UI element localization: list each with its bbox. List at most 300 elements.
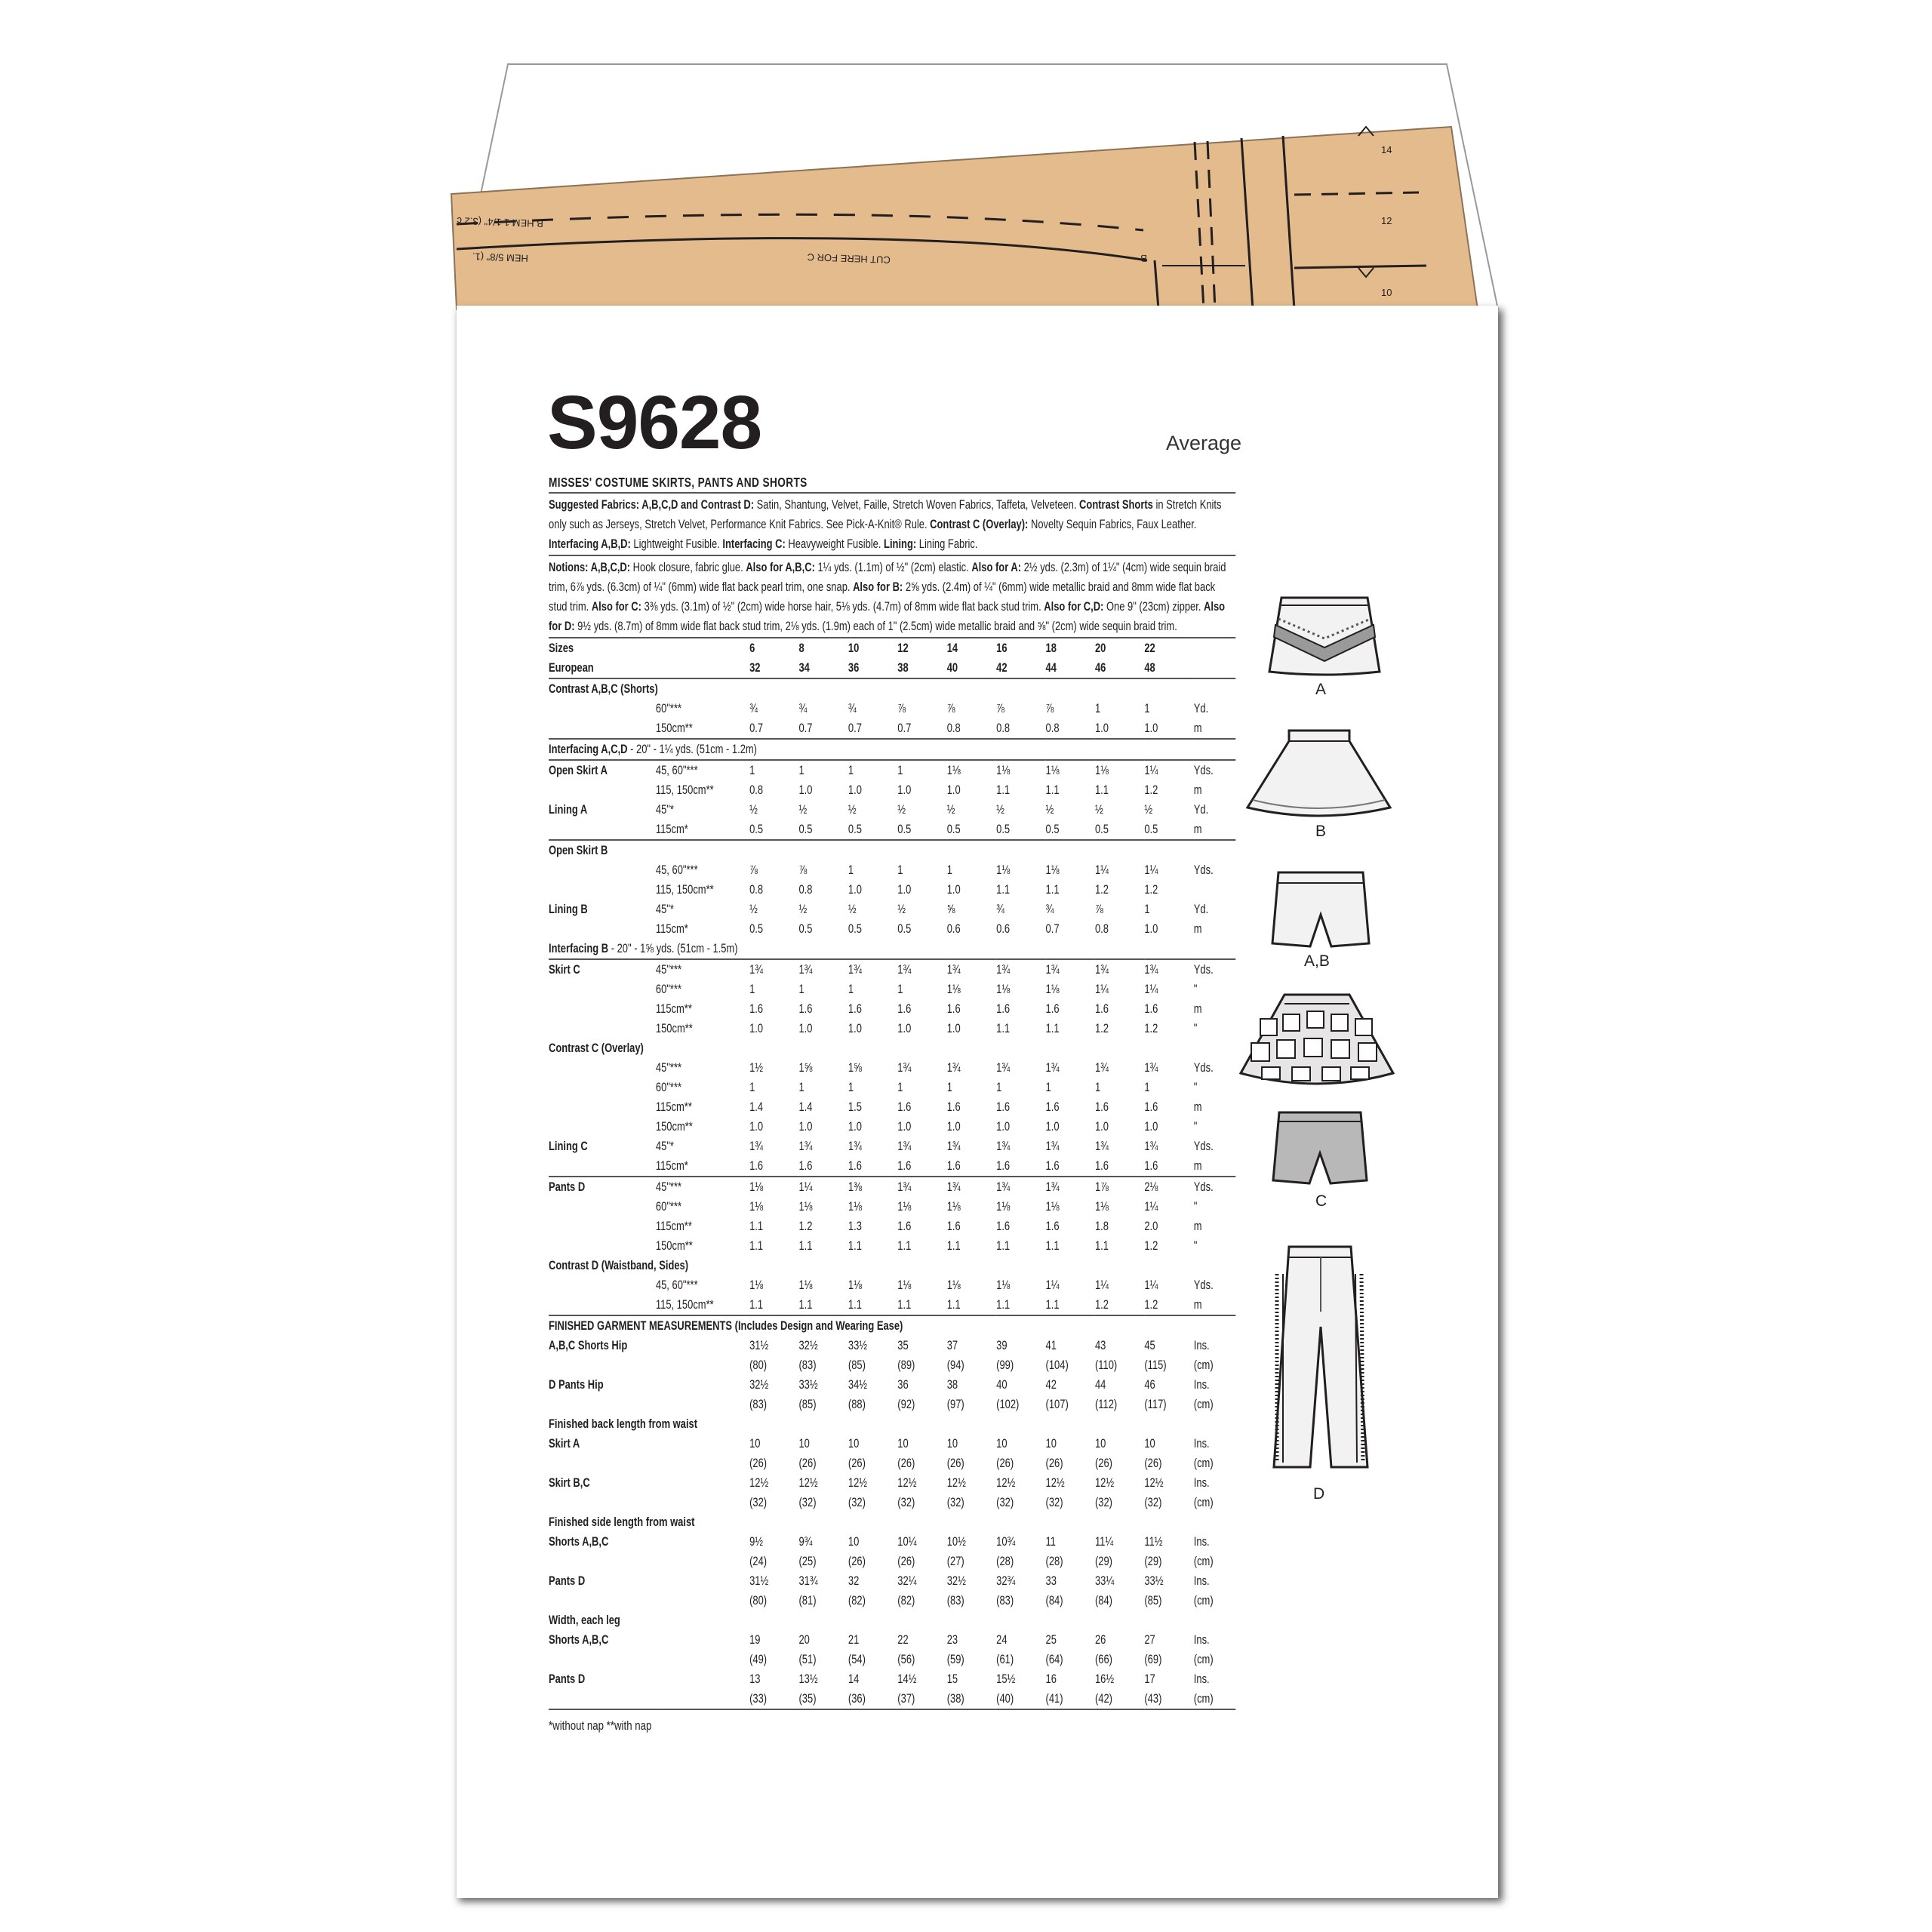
row-label: Lining A [549, 802, 588, 817]
size-value: 1.0 [749, 1119, 764, 1134]
size-value: (32) [1045, 1495, 1063, 1509]
size-value: 0.5 [1095, 820, 1144, 840]
size-value: 33½ [1144, 1574, 1164, 1588]
fabrics-label: Suggested Fabrics: A,B,C,D and Contrast D: [549, 497, 755, 512]
size-value: ½ [798, 802, 808, 817]
section-label: Contrast D (Waistband, Sides) [549, 1258, 689, 1272]
size-value: (25) [798, 1554, 817, 1568]
size-value: 1 [996, 1080, 1002, 1094]
size-value: 1.6 [1144, 1001, 1158, 1016]
size-value: 1.0 [848, 1119, 862, 1134]
size-value: ⅞ [996, 701, 1004, 715]
unit: (cm) [1193, 1554, 1214, 1568]
unit: " [1193, 1238, 1198, 1253]
yardage-row [549, 1156, 1235, 1177]
size-value: 1⅛ [749, 1278, 764, 1292]
yardage-row [549, 1434, 1235, 1454]
size-value: 14 [848, 1672, 860, 1686]
size-value: 1 [798, 1080, 804, 1094]
unit: m [1193, 1219, 1202, 1233]
size-value: 42 [996, 658, 1045, 678]
yardage-table [549, 638, 1235, 1710]
size-value: 10¾ [996, 1534, 1016, 1549]
size-value: 1.6 [1094, 1001, 1109, 1016]
size-value: (26) [897, 1554, 915, 1568]
fabric-width: 115, 150cm** [656, 1295, 749, 1315]
size-value: 1¾ [798, 1139, 813, 1153]
row-label [549, 1058, 656, 1078]
size-value: 1.6 [996, 1001, 1011, 1016]
size-value: ¾ [749, 701, 758, 715]
row-label [549, 1078, 656, 1097]
size-value: (37) [897, 1689, 946, 1709]
size-value: 0.8 [996, 718, 1045, 739]
fabric-width [656, 1395, 749, 1414]
fabric-width: 45"* [655, 802, 674, 817]
size-value: 1⅛ [996, 1199, 1011, 1214]
size-value: (26) [848, 1456, 866, 1470]
unit: (cm) [1193, 1495, 1214, 1509]
size-value: 1.1 [1045, 1238, 1060, 1253]
size-value: 1¾ [946, 962, 961, 977]
size-value: 22 [897, 1632, 909, 1647]
fabric-width [656, 1689, 749, 1709]
size-value: 1¾ [798, 962, 813, 977]
fabric-width: 150cm** [656, 718, 749, 739]
fabric-width: 60"*** [655, 1080, 682, 1094]
fabric-width: 150cm** [655, 1021, 693, 1035]
size-value: (117) [1144, 1397, 1167, 1411]
size-value: 1¼ [1144, 1199, 1158, 1214]
size-value: 1.1 [897, 1295, 946, 1315]
fabric-width: 60"*** [655, 1199, 682, 1214]
size-value: 1⅛ [1045, 763, 1060, 777]
notions-label-5: Also for C: [591, 599, 641, 614]
row-label [549, 1217, 656, 1236]
unit: Yds. [1193, 863, 1214, 877]
unit: " [1193, 982, 1198, 996]
fabric-width: 60"*** [655, 982, 682, 996]
size-value: (38) [947, 1689, 996, 1709]
size-value: (59) [946, 1652, 964, 1666]
size-value: 1.6 [946, 1100, 961, 1114]
size-value: ⅞ [897, 701, 906, 715]
size-value: 10 [897, 1436, 909, 1451]
size-value: 45 [1144, 1338, 1155, 1352]
size-value: (29) [1144, 1554, 1162, 1568]
size-value: 1.0 [1045, 1119, 1060, 1134]
unit: m [1194, 718, 1235, 739]
size-value: 1.1 [1046, 1295, 1095, 1315]
size-value: (83) [996, 1593, 1014, 1607]
size-value: 1¾ [749, 962, 764, 977]
size-value: 1.2 [1144, 1021, 1158, 1035]
row-label [549, 1019, 656, 1038]
size-value: 9½ [749, 1534, 764, 1549]
section-header [549, 939, 1235, 959]
size-value: 1¾ [996, 1060, 1011, 1075]
size-value: 1¾ [996, 1139, 1011, 1153]
size-value: 1¾ [946, 1060, 961, 1075]
fabric-width: 115, 150cm** [655, 882, 714, 897]
size-value: 1.0 [1144, 1119, 1158, 1134]
view-b-skirt-illustration [1245, 724, 1392, 823]
size-value: ½ [1144, 802, 1153, 817]
row-label [549, 1097, 656, 1117]
row-label [549, 1275, 656, 1295]
fabric-width: 150cm** [655, 1238, 693, 1253]
yardage-row [549, 1611, 1235, 1630]
size-value: 1.6 [1045, 1219, 1060, 1233]
size-value: 6 [749, 641, 755, 655]
size-value: 0.7 [848, 718, 897, 739]
row-label [549, 1355, 656, 1375]
row-label: A,B,C Shorts Hip [549, 1338, 628, 1352]
unit: " [1193, 1021, 1198, 1035]
size-value: (69) [1144, 1652, 1162, 1666]
fabric-width [656, 1571, 749, 1591]
size-value: 31¾ [798, 1574, 818, 1588]
size-value: 1⅛ [1094, 1199, 1109, 1214]
unit: Yds. [1193, 763, 1214, 777]
size-value: (32) [996, 1495, 1014, 1509]
notions-text-3: 2½ yds. (2.3m) of 1¼" (4cm) wide sequin braid trim, 6⅞ yds. (6.3cm) of ¼" (6mm) wide flat back pearl trim, one snap. [549, 560, 1226, 594]
interfacing-c-text: Heavyweight Fusible. [785, 537, 884, 551]
size-value: 0.5 [798, 820, 848, 840]
row-label [549, 1689, 656, 1709]
row-label: Lining C [549, 1139, 588, 1153]
yardage-row [549, 718, 1235, 739]
unit: Ins. [1193, 1475, 1210, 1490]
size-value: 1.0 [1144, 718, 1193, 739]
size-value: 46 [1144, 1377, 1155, 1392]
size-value: ⅝ [946, 902, 955, 916]
section-header [549, 1414, 1235, 1434]
size-value: 1.1 [798, 1238, 813, 1253]
fabric-width: 45"*** [655, 1180, 682, 1194]
size-value: 1.6 [897, 1100, 912, 1114]
size-value: 1¾ [1045, 1060, 1060, 1075]
size-value: 1⅛ [996, 1278, 1011, 1292]
notions-label-3: Also for A: [971, 560, 1022, 574]
size-value: 1.3 [848, 1219, 862, 1233]
notions-label-7: Also for D: [549, 599, 1226, 633]
size-value: (27) [946, 1554, 964, 1568]
suggested-fabrics [549, 494, 1235, 556]
view-c-shorts-illustration [1270, 1108, 1370, 1186]
size-value: (85) [1144, 1593, 1162, 1607]
size-value: (26) [1045, 1456, 1063, 1470]
yardage-row [549, 1414, 1235, 1434]
fabric-width: 150cm** [655, 1119, 693, 1134]
size-value: 9¾ [798, 1534, 813, 1549]
size-value: 1¼ [1045, 1278, 1060, 1292]
size-value: 1.0 [848, 882, 862, 897]
size-value: (32) [1144, 1495, 1162, 1509]
size-value: 46 [1095, 658, 1144, 678]
unit [1194, 880, 1235, 900]
yardage-row [549, 1117, 1235, 1137]
size-value: 1.0 [946, 1021, 961, 1035]
size-value: (26) [1144, 1456, 1162, 1470]
row-label [549, 1650, 656, 1669]
section-header [549, 739, 1235, 760]
fabric-width [656, 1493, 749, 1512]
fabric-width [656, 658, 749, 678]
unit: (cm) [1193, 1456, 1214, 1470]
size-value: 32¾ [996, 1574, 1016, 1588]
size-value: 1 [749, 1080, 755, 1094]
row-label [549, 980, 656, 999]
size-value: 27 [1144, 1632, 1155, 1647]
size-value: 10 [1144, 1436, 1155, 1451]
yardage-row [549, 658, 1235, 678]
section-header [549, 678, 1235, 699]
row-label [549, 880, 656, 900]
size-value: 42 [1045, 1377, 1057, 1392]
row-label: European [549, 658, 656, 678]
yardage-row [549, 1197, 1235, 1217]
row-label [549, 1454, 656, 1473]
size-value: 1¼ [1144, 982, 1158, 996]
size-value: 1⅛ [946, 1278, 961, 1292]
yardage-row [549, 939, 1235, 959]
size-value: 0.5 [749, 820, 798, 840]
size-value: 0.5 [1144, 820, 1193, 840]
yardage-row [549, 1137, 1235, 1156]
size-value: 39 [996, 1338, 1008, 1352]
size-value: (85) [848, 1358, 866, 1372]
size-value: 1¾ [1094, 962, 1109, 977]
size-value: 12½ [749, 1475, 769, 1490]
size-value: (26) [1094, 1456, 1112, 1470]
unit: Ins. [1193, 1632, 1210, 1647]
row-label: Skirt A [549, 1436, 580, 1451]
size-value: ¾ [996, 902, 1004, 916]
size-value: 1.0 [1095, 718, 1144, 739]
size-value: 33 [1045, 1574, 1057, 1588]
tissue-size-12: 12 [1381, 215, 1392, 226]
size-value: ⅞ [1045, 701, 1054, 715]
yardage-row [549, 699, 1235, 718]
yardage-row [549, 1097, 1235, 1117]
size-value: 1¼ [798, 1180, 813, 1194]
size-value: 1⅛ [996, 763, 1011, 777]
size-value: 1¾ [1144, 1060, 1158, 1075]
unit: Yd. [1193, 902, 1209, 916]
yardage-row [549, 1473, 1235, 1493]
yardage-row [549, 1552, 1235, 1571]
fabric-width: 115cm** [655, 1001, 692, 1016]
size-value: 1.0 [897, 1021, 912, 1035]
size-value: (81) [798, 1593, 817, 1607]
yardage-row [549, 1689, 1235, 1709]
size-value: 1.6 [1144, 1100, 1158, 1114]
section-suffix: - 20" - 1⅝ yds. (51cm - 1.5m) [608, 941, 738, 955]
size-value: 10 [749, 1436, 761, 1451]
unit: Yds. [1193, 1180, 1214, 1194]
fabric-width: 115cm* [656, 1156, 749, 1177]
size-value: 34½ [848, 1377, 868, 1392]
size-value: 1.1 [946, 1238, 961, 1253]
row-label [549, 699, 656, 718]
size-value: 1.0 [897, 882, 912, 897]
yardage-row [549, 1177, 1235, 1197]
size-value: (26) [946, 1456, 964, 1470]
unit: " [1193, 1119, 1198, 1134]
size-value: 1¾ [1144, 1139, 1158, 1153]
size-value: 0.5 [996, 820, 1045, 840]
size-value: 1.6 [1046, 1156, 1095, 1177]
section-label: FINISHED GARMENT MEASUREMENTS (Includes Design and Wearing Ease) [549, 1318, 903, 1333]
size-value: 1.6 [897, 1219, 912, 1233]
interfacing-c-label: Interfacing C: [722, 537, 786, 551]
size-value: (32) [749, 1495, 768, 1509]
size-value: ½ [749, 802, 758, 817]
size-value: 1.0 [798, 1021, 813, 1035]
size-value: 13 [749, 1672, 761, 1686]
size-value: (84) [1094, 1593, 1112, 1607]
size-value: 1 [1144, 701, 1150, 715]
size-value: 44 [1094, 1377, 1106, 1392]
size-value: ½ [897, 802, 906, 817]
difficulty-label: Average [1166, 432, 1242, 454]
size-value: 1 [897, 863, 903, 877]
yardage-row [549, 1336, 1235, 1355]
size-value: (85) [798, 1397, 817, 1411]
size-value: 16½ [1094, 1672, 1115, 1686]
yardage-row [549, 1295, 1235, 1315]
size-value: (107) [1045, 1397, 1069, 1411]
size-value: 1 [1094, 701, 1101, 715]
size-value: 0.5 [897, 921, 912, 936]
size-value: 1⅛ [897, 1199, 912, 1214]
yardage-row [549, 1591, 1235, 1611]
size-value: 1⅛ [996, 863, 1011, 877]
unit: m [1194, 1295, 1235, 1315]
unit: (cm) [1193, 1593, 1214, 1607]
size-value: 1¾ [1094, 1060, 1109, 1075]
yardage-row [549, 1650, 1235, 1669]
size-value: 12½ [946, 1475, 966, 1490]
yardage-row [549, 1512, 1235, 1532]
tissue-cut-here: CUT HERE FOR C [807, 251, 891, 266]
size-value: 1⅛ [848, 1278, 862, 1292]
fabric-width: 115, 150cm** [655, 783, 714, 797]
size-value: (26) [996, 1456, 1014, 1470]
size-value: 1.6 [996, 1156, 1045, 1177]
contrast-shorts-text: in Stretch Knits only such as Jerseys, Stretch Velvet, Performance Knit Fabrics. See Pick-A-Knit® Rule. [549, 497, 1222, 531]
size-value: 1.2 [1094, 1021, 1109, 1035]
size-value: (83) [798, 1358, 817, 1372]
size-value: 1.5 [848, 1100, 862, 1114]
size-value: 1¾ [1144, 962, 1158, 977]
row-label: Lining B [549, 902, 588, 916]
size-value: 1 [1144, 1080, 1150, 1094]
size-value: (32) [1094, 1495, 1112, 1509]
size-value: 1.4 [798, 1100, 813, 1114]
size-value: (24) [749, 1554, 768, 1568]
size-value: 1⅛ [798, 1278, 813, 1292]
yardage-row [549, 1275, 1235, 1295]
size-value: (26) [749, 1456, 768, 1470]
size-value: 1 [749, 763, 755, 777]
yardage-row [549, 1256, 1235, 1275]
row-label [549, 1236, 656, 1256]
size-value: (33) [749, 1689, 798, 1709]
size-value: 20 [1094, 641, 1106, 655]
size-value: 25 [1045, 1632, 1057, 1647]
size-value: 0.8 [749, 783, 764, 797]
yardage-row [549, 1019, 1235, 1038]
fabric-width [656, 1473, 749, 1493]
size-value: (110) [1094, 1358, 1118, 1372]
size-value: 1¾ [946, 1180, 961, 1194]
row-label [549, 1156, 656, 1177]
size-value: ½ [897, 902, 906, 916]
size-value: (97) [946, 1397, 964, 1411]
size-value: 1⅛ [1045, 982, 1060, 996]
unit: Yds. [1193, 1278, 1214, 1292]
size-value: (112) [1094, 1397, 1118, 1411]
yardage-row [549, 1355, 1235, 1375]
size-value: 1 [946, 863, 952, 877]
size-value: (26) [897, 1456, 915, 1470]
size-value: 48 [1144, 658, 1193, 678]
size-value: 1 [897, 982, 903, 996]
size-value: (56) [897, 1652, 915, 1666]
size-value: 1½ [749, 1060, 764, 1075]
size-value: 12½ [798, 1475, 818, 1490]
size-value: 1.0 [1144, 921, 1158, 936]
section-label: Interfacing B [549, 941, 609, 955]
size-value: 1⅛ [749, 1180, 764, 1194]
size-value: 36 [897, 1377, 909, 1392]
size-value: (36) [848, 1689, 897, 1709]
view-ab-shorts-illustration [1268, 868, 1374, 951]
size-value: 1.0 [1094, 1119, 1109, 1134]
size-value: 1.1 [749, 1238, 764, 1253]
unit: Ins. [1193, 1672, 1210, 1686]
size-value: (26) [798, 1456, 817, 1470]
size-value: 1.6 [946, 1001, 961, 1016]
fabric-width: 45, 60"*** [655, 863, 698, 877]
size-value: 1¾ [897, 1139, 912, 1153]
size-value: 12½ [1094, 1475, 1115, 1490]
size-value: 1¾ [1045, 962, 1060, 977]
row-label: Skirt B,C [549, 1475, 590, 1490]
size-value: 1 [1094, 1080, 1101, 1094]
size-value: 1.6 [798, 1001, 813, 1016]
size-value: 10¼ [897, 1534, 917, 1549]
size-value: 22 [1144, 641, 1155, 655]
yardage-row [549, 638, 1235, 658]
yardage-row [549, 900, 1235, 919]
size-value: 12½ [996, 1475, 1016, 1490]
size-value: 1.6 [947, 1156, 996, 1177]
size-value: 10 [848, 1436, 860, 1451]
size-value: (88) [848, 1397, 866, 1411]
size-value: (66) [1094, 1652, 1112, 1666]
section-suffix: - 20" - 1¼ yds. (51cm - 1.2m) [627, 742, 757, 756]
size-value: 10½ [946, 1534, 966, 1549]
size-value: (43) [1144, 1689, 1193, 1709]
size-value: 33½ [848, 1338, 868, 1352]
size-value: 0.5 [749, 921, 764, 936]
yardage-row [549, 919, 1235, 939]
size-value: 1.0 [897, 1119, 912, 1134]
size-value: 1 [848, 763, 854, 777]
